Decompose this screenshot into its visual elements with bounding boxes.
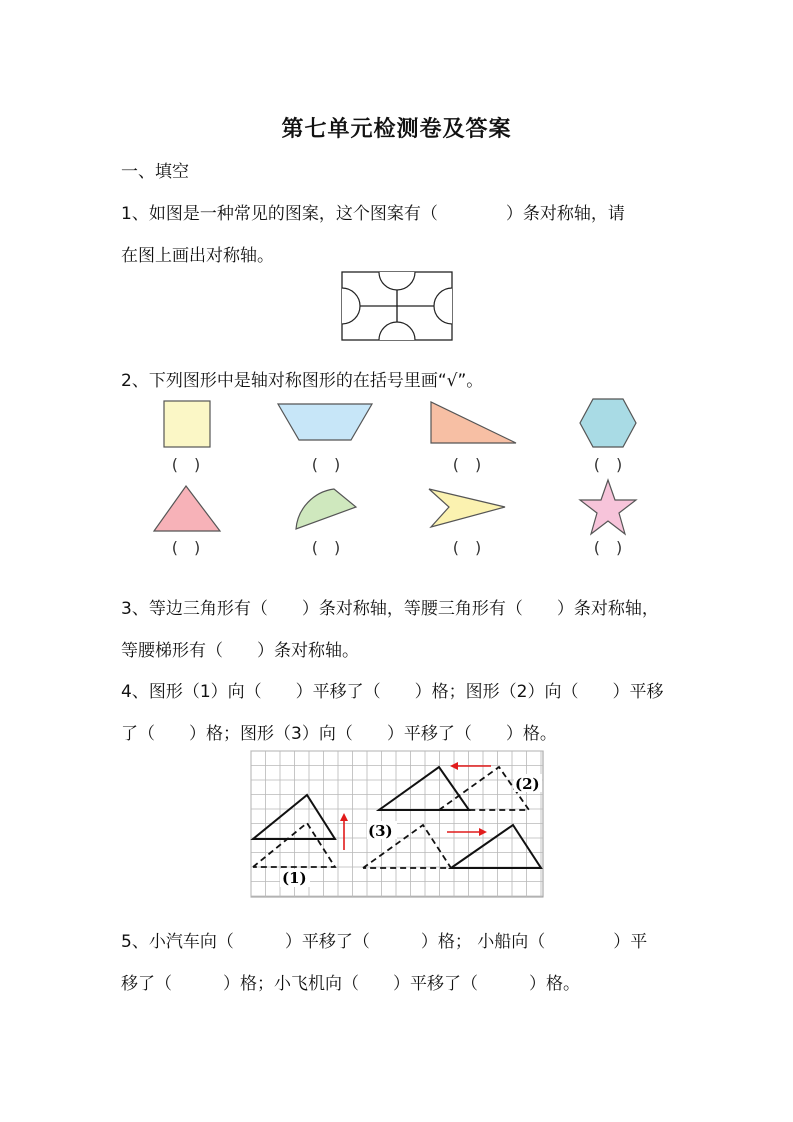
q2-text: 2、下列图形中是轴对称图形的在括号里画“√”。 [121, 371, 484, 391]
q1-line2: 在图上画出对称轴。 [121, 246, 274, 266]
figure-3-label: (3) [368, 822, 393, 840]
answer-blank[interactable]: ( ) [593, 538, 623, 557]
answer-blank[interactable]: ( ) [452, 455, 482, 474]
star-shape [578, 479, 638, 535]
answer-blank[interactable]: ( ) [311, 455, 341, 474]
arrow-shape [427, 487, 507, 531]
q1-pattern-figure [341, 271, 453, 341]
sector-shape [290, 485, 360, 535]
translation-grid-figure [251, 751, 543, 897]
answer-blank[interactable]: ( ) [171, 455, 201, 474]
triangle-shape [152, 484, 222, 534]
trapezoid-shape [277, 401, 373, 443]
square-shape [162, 399, 212, 449]
hexagon-shape [578, 397, 638, 449]
figure-1-label: (1) [282, 869, 307, 887]
answer-blank[interactable]: ( ) [593, 455, 623, 474]
q3-line1: 3、等边三角形有（ ）条对称轴，等腰三角形有（ ）条对称轴， [121, 599, 659, 619]
q4-line2: 了（ ）格；图形（3）向（ ）平移了（ ）格。 [121, 724, 557, 744]
q1-line1: 1、如图是一种常见的图案，这个图案有（ ）条对称轴，请 [121, 204, 625, 224]
answer-blank[interactable]: ( ) [311, 538, 341, 557]
section-heading: 一、填空 [121, 162, 189, 182]
answer-blank[interactable]: ( ) [452, 538, 482, 557]
q4-line1: 4、图形（1）向（ ）平移了（ ）格；图形（2）向（ ）平移 [121, 682, 664, 702]
q5-line1: 5、小汽车向（ ）平移了（ ）格； 小船向（ ）平 [121, 932, 648, 952]
q3-line2: 等腰梯形有（ ）条对称轴。 [121, 641, 359, 661]
right-triangle-shape [429, 400, 519, 446]
figure-2-label: (2) [515, 775, 540, 793]
answer-blank[interactable]: ( ) [171, 538, 201, 557]
page-title: 第七单元检测卷及答案 [281, 117, 512, 142]
q5-line2: 移了（ ）格；小飞机向（ ）平移了（ ）格。 [121, 974, 580, 994]
